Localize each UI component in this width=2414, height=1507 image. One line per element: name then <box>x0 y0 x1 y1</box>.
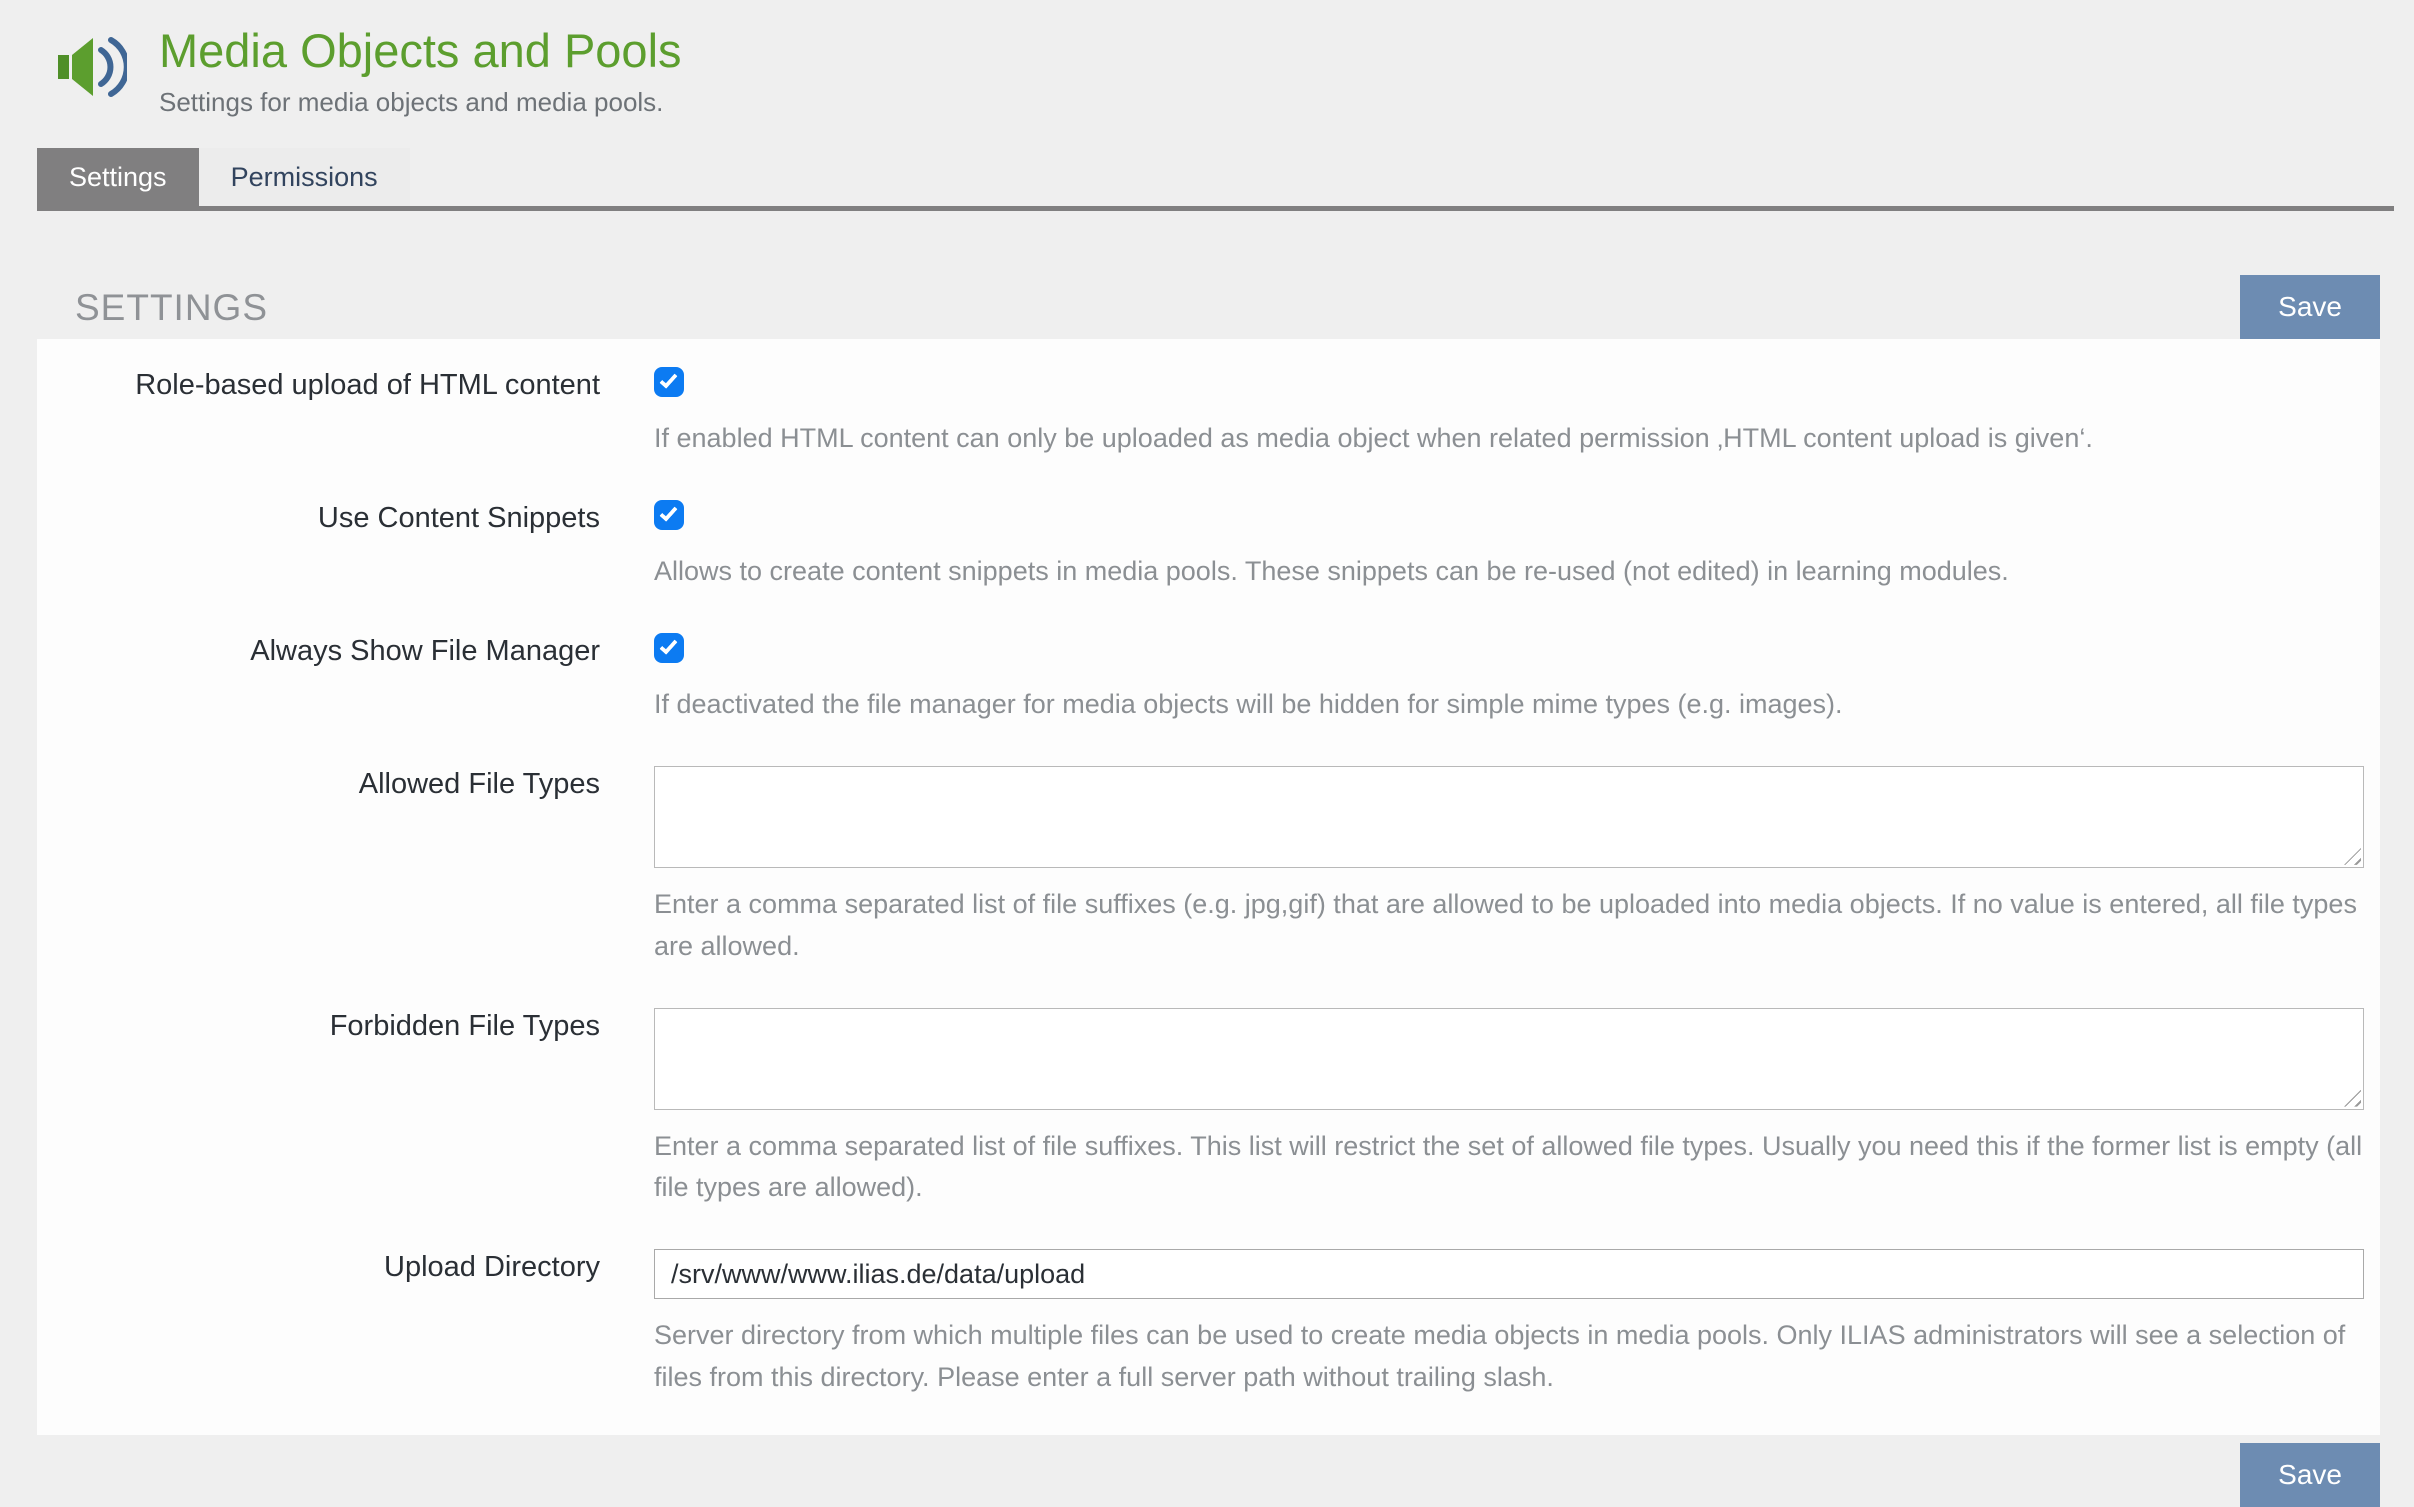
bottom-action-bar <box>0 1443 2380 1507</box>
checkmark-icon <box>659 636 677 655</box>
form-row-allowed-file-types <box>37 766 2364 968</box>
field-label: Allowed File Types <box>358 767 600 800</box>
checkbox-file-manager[interactable] <box>654 633 684 663</box>
field-help: If enabled HTML content can only be uploaded as media object when related permission ‚HTML content upload is given‘. <box>654 423 2093 454</box>
field-help: If deactivated the file manager for media objects will be hidden for simple mime types (e.g. images). <box>654 689 1843 720</box>
speaker-media-icon <box>57 34 127 100</box>
save-button-top[interactable]: Save <box>2240 275 2380 339</box>
form-row-upload-directory <box>37 1249 2364 1399</box>
page-title: Media Objects and Pools <box>159 24 682 77</box>
tab-permissions[interactable]: Permissions <box>199 148 410 206</box>
form-row-role-based-upload <box>37 367 2364 460</box>
field-label: Use Content Snippets <box>317 502 600 535</box>
field-label: Forbidden File Types <box>329 1009 600 1042</box>
settings-form <box>37 339 2380 1435</box>
page-header <box>0 0 2414 118</box>
forbidden-file-types-textarea[interactable] <box>654 1008 2364 1110</box>
checkmark-icon <box>659 371 677 390</box>
save-button-bottom[interactable]: Save <box>2240 1443 2380 1507</box>
upload-directory-input[interactable] <box>654 1249 2364 1299</box>
field-label: Always Show File Manager <box>250 635 600 668</box>
field-help: Enter a comma separated list of file suffixes (e.g. jpg,gif) that are allowed to be uploaded into media objects. If no value is entered, all file types are allowed. <box>654 888 2357 961</box>
form-row-file-manager <box>37 633 2364 726</box>
form-row-forbidden-file-types <box>37 1008 2364 1210</box>
field-help: Server directory from which multiple files can be used to create media objects in media pools. Only ILIAS administrators will see a selection of files from this directory. Please enter a full server path without trailing slash. <box>654 1320 2346 1393</box>
checkbox-role-based-upload[interactable] <box>654 367 684 397</box>
section-header <box>37 275 2380 339</box>
checkmark-icon <box>659 503 677 522</box>
tab-settings[interactable]: Settings <box>37 148 199 206</box>
checkbox-content-snippets[interactable] <box>654 500 684 530</box>
field-help: Enter a comma separated list of file suffixes. This list will restrict the set of allowed file types. Usually you need this if the former list is empty (all file types are allowed). <box>654 1130 2363 1203</box>
page-subtitle: Settings for media objects and media pools. <box>159 87 664 118</box>
allowed-file-types-textarea[interactable] <box>654 766 2364 868</box>
field-label: Role-based upload of HTML content <box>135 369 600 402</box>
field-help: Allows to create content snippets in media pools. These snippets can be re-used (not edited) in learning modules. <box>654 556 2009 587</box>
section-title: SETTINGS <box>75 287 269 329</box>
form-row-content-snippets <box>37 500 2364 593</box>
tab-bar <box>37 148 2394 211</box>
field-label: Upload Directory <box>384 1251 600 1284</box>
